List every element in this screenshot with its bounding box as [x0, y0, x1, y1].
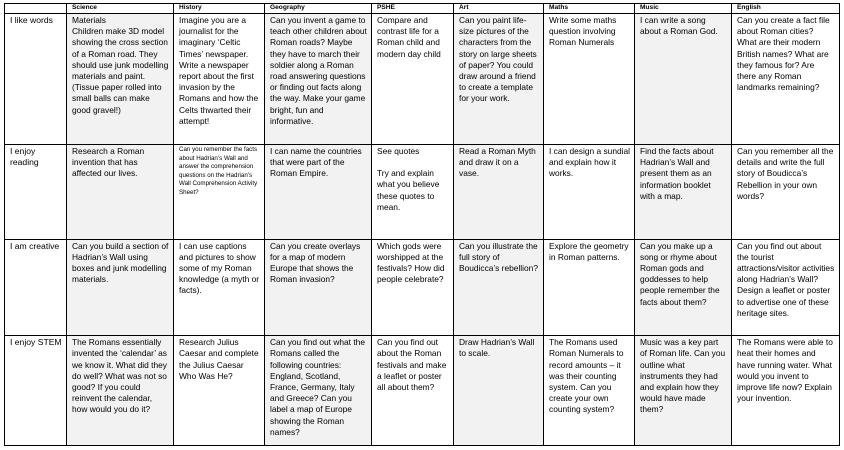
header-row — [5, 4, 840, 14]
header-geography: Geography — [265, 4, 372, 14]
cell-music: Can you make up a song or rhyme about Roman gods and goddesses to help people remember the facts about them? — [635, 239, 732, 336]
cell-geography: Can you find out what the Romans called the following countries: England, Scotland, France, Germany, Italy and Greece? Can you label a map of Europe showing the Roman names? — [265, 336, 372, 446]
cell-pshe: Which gods were worshipped at the festivals? How did people celebrate? — [372, 239, 454, 336]
table-row — [5, 14, 840, 145]
cell-text: Can you remember the facts about Hadrian’s Wall and answer the comprehension questions on the Hadrian’s Wall Comprehension Activity Sheet? — [179, 145, 258, 196]
activity-grid — [4, 3, 840, 446]
cell-art: Draw Hadrian’s Wall to scale. — [454, 336, 544, 446]
cell-text: See quotes — [377, 145, 420, 156]
cell-history: I can use captions and pictures to show some of my Roman knowledge (a myth or facts). — [174, 239, 265, 336]
row-label: I enjoy STEM — [5, 336, 67, 446]
cell-pshe: Compare and contrast life for a Roman child and modern day child — [372, 14, 454, 145]
row-label: I am creative — [5, 239, 67, 336]
cell-text: Try and explain what you believe these quotes to mean. — [377, 168, 440, 212]
table-row — [5, 239, 840, 336]
cell-pshe: Can you find out about the Roman festivals and make a leaflet or poster all about them? — [372, 336, 454, 446]
cell-history: Research Julius Caesar and complete the Julius Caesar Who Was He? — [174, 336, 265, 446]
row-label: I like words — [5, 14, 67, 145]
cell-science: The Romans essentially invented the ‘calendar’ as we know it. What did they do well? What was not so good? If you could reinvent the calendar, how would you do it? — [67, 336, 174, 446]
cell-english: The Romans were able to heat their homes and have running water. What would you invent to improve life now? Explain your invention. — [732, 336, 840, 446]
header-science: Science — [67, 4, 174, 14]
cell-art: Read a Roman Myth and draw it on a vase. — [454, 144, 544, 239]
cell-geography: Can you invent a game to teach other children about Roman roads? Maybe they have to march their soldier along a Roman road answering questions or finding out facts along the way. Make your game bright, fun and informative. — [265, 14, 372, 145]
header-art: Art — [454, 4, 544, 14]
cell-music: I can write a song about a Roman God. — [635, 14, 732, 145]
header-history: History — [174, 4, 265, 14]
cell-geography: Can you create overlays for a map of modern Europe that shows the Roman invasion? — [265, 239, 372, 336]
header-english: English — [732, 4, 840, 14]
cell-history: Imagine you are a journalist for the imaginary ‘Celtic Times’ newspaper. Write a newspaper report about the first invasion by the Romans and how the Celts thwarted their attempt! — [174, 14, 265, 145]
row-label: I enjoy reading — [5, 144, 67, 239]
cell-maths: I can design a sundial and explain how it works. — [544, 144, 635, 239]
cell-music: Find the facts about Hadrian’s Wall and present them as an information booklet with a map. — [635, 144, 732, 239]
table-row — [5, 336, 840, 446]
cell-english: Can you create a fact file about Roman cities? What are their modern British names? What are they famous for? Are there any Roman landmarks remaining? — [732, 14, 840, 145]
header-pshe: PSHE — [372, 4, 454, 14]
cell-maths: The Romans used Roman Numerals to record amounts – it was their counting system. Can you create your own counting system? — [544, 336, 635, 446]
cell-pshe — [372, 144, 454, 239]
cell-maths: Write some maths question involving Roman Numerals — [544, 14, 635, 145]
cell-science: Research a Roman invention that has affected our lives. — [67, 144, 174, 239]
cell-music: Music was a key part of Roman life. Can you outline what instruments they had and explain how they would have made them? — [635, 336, 732, 446]
cell-science: Can you build a section of Hadrian’s Wall using boxes and junk modelling materials. — [67, 239, 174, 336]
header-corner — [5, 4, 67, 14]
header-maths: Maths — [544, 4, 635, 14]
cell-art: Can you illustrate the full story of Boudicca’s rebellion? — [454, 239, 544, 336]
cell-history — [174, 144, 265, 239]
cell-maths: Explore the geometry in Roman patterns. — [544, 239, 635, 336]
table-row — [5, 144, 840, 239]
cell-geography: I can name the countries that were part of the Roman Empire. — [265, 144, 372, 239]
cell-science — [67, 14, 174, 145]
cell-english: Can you remember all the details and write the full story of Boudicca’s Rebellion in your own words? — [732, 144, 840, 239]
cell-english: Can you find out about the tourist attractions/visitor activities along Hadrian’s Wall? Design a leaflet or poster to advertise one of these heritage sites. — [732, 239, 840, 336]
paragraph-gap — [377, 157, 449, 168]
cell-text: Materials Children make 3D model showing the cross section of a Roman road. They should use junk modelling materials and paint. (Tissue paper rolled into small balls can make good gravel!) — [72, 15, 169, 115]
header-music: Music — [635, 4, 732, 14]
cell-art: Can you paint life-size pictures of the characters from the story on large sheets of paper? You could draw around a friend to create a template for your work. — [454, 14, 544, 145]
